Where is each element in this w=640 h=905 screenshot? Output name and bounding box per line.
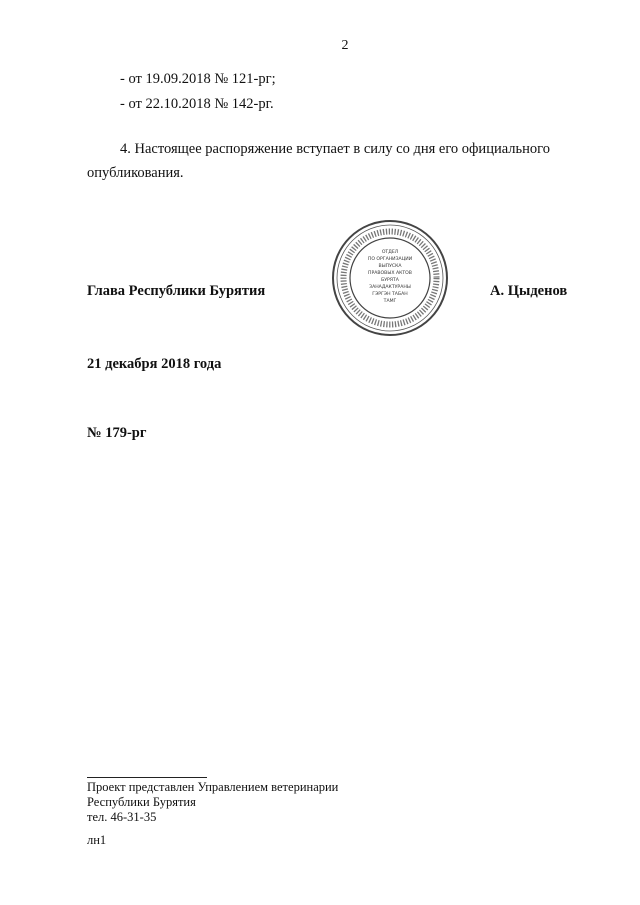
footer-organization: Республики Бурятия: [87, 795, 196, 809]
seal-line: ГЭРГЭН ТАБАН: [372, 292, 408, 297]
document-date: 21 декабря 2018 года: [87, 356, 222, 372]
footer-code: лн1: [87, 833, 107, 847]
seal-line: ТАМГ: [383, 299, 397, 304]
footer-divider: [87, 777, 207, 778]
seal-line: ОТДЕЛ: [381, 250, 399, 255]
footer-prepared-by: Проект представлен Управлением ветеринарии: [87, 780, 339, 794]
seal-line: ЗАНАДАКТУРАНЫ: [369, 285, 411, 290]
amendment-item-1: - от 19.09.2018 № 121-рг;: [120, 71, 276, 87]
clause-4-paragraph: 4. Настоящее распоряжение вступает в силу со дня его официального опубликования.: [87, 141, 550, 181]
seal-line: ВЫПУСКА: [378, 264, 402, 269]
footer-phone: тел. 46-31-35: [87, 810, 157, 824]
signatory-name: А. Цыденов: [490, 283, 568, 299]
seal-line: ПО ОРГАНИЗАЦИИ: [367, 257, 413, 262]
amendment-item-2: - от 22.10.2018 № 142-рг.: [120, 96, 274, 112]
seal-line: БУРЯТА: [381, 278, 399, 283]
seal-line: ПРАВОВЫХ АКТОВ: [368, 271, 412, 276]
official-seal: [330, 218, 450, 338]
signatory-position: Глава Республики Бурятия: [87, 283, 266, 299]
page-number: 2: [341, 38, 349, 53]
document-number: № 179-рг: [87, 425, 147, 441]
